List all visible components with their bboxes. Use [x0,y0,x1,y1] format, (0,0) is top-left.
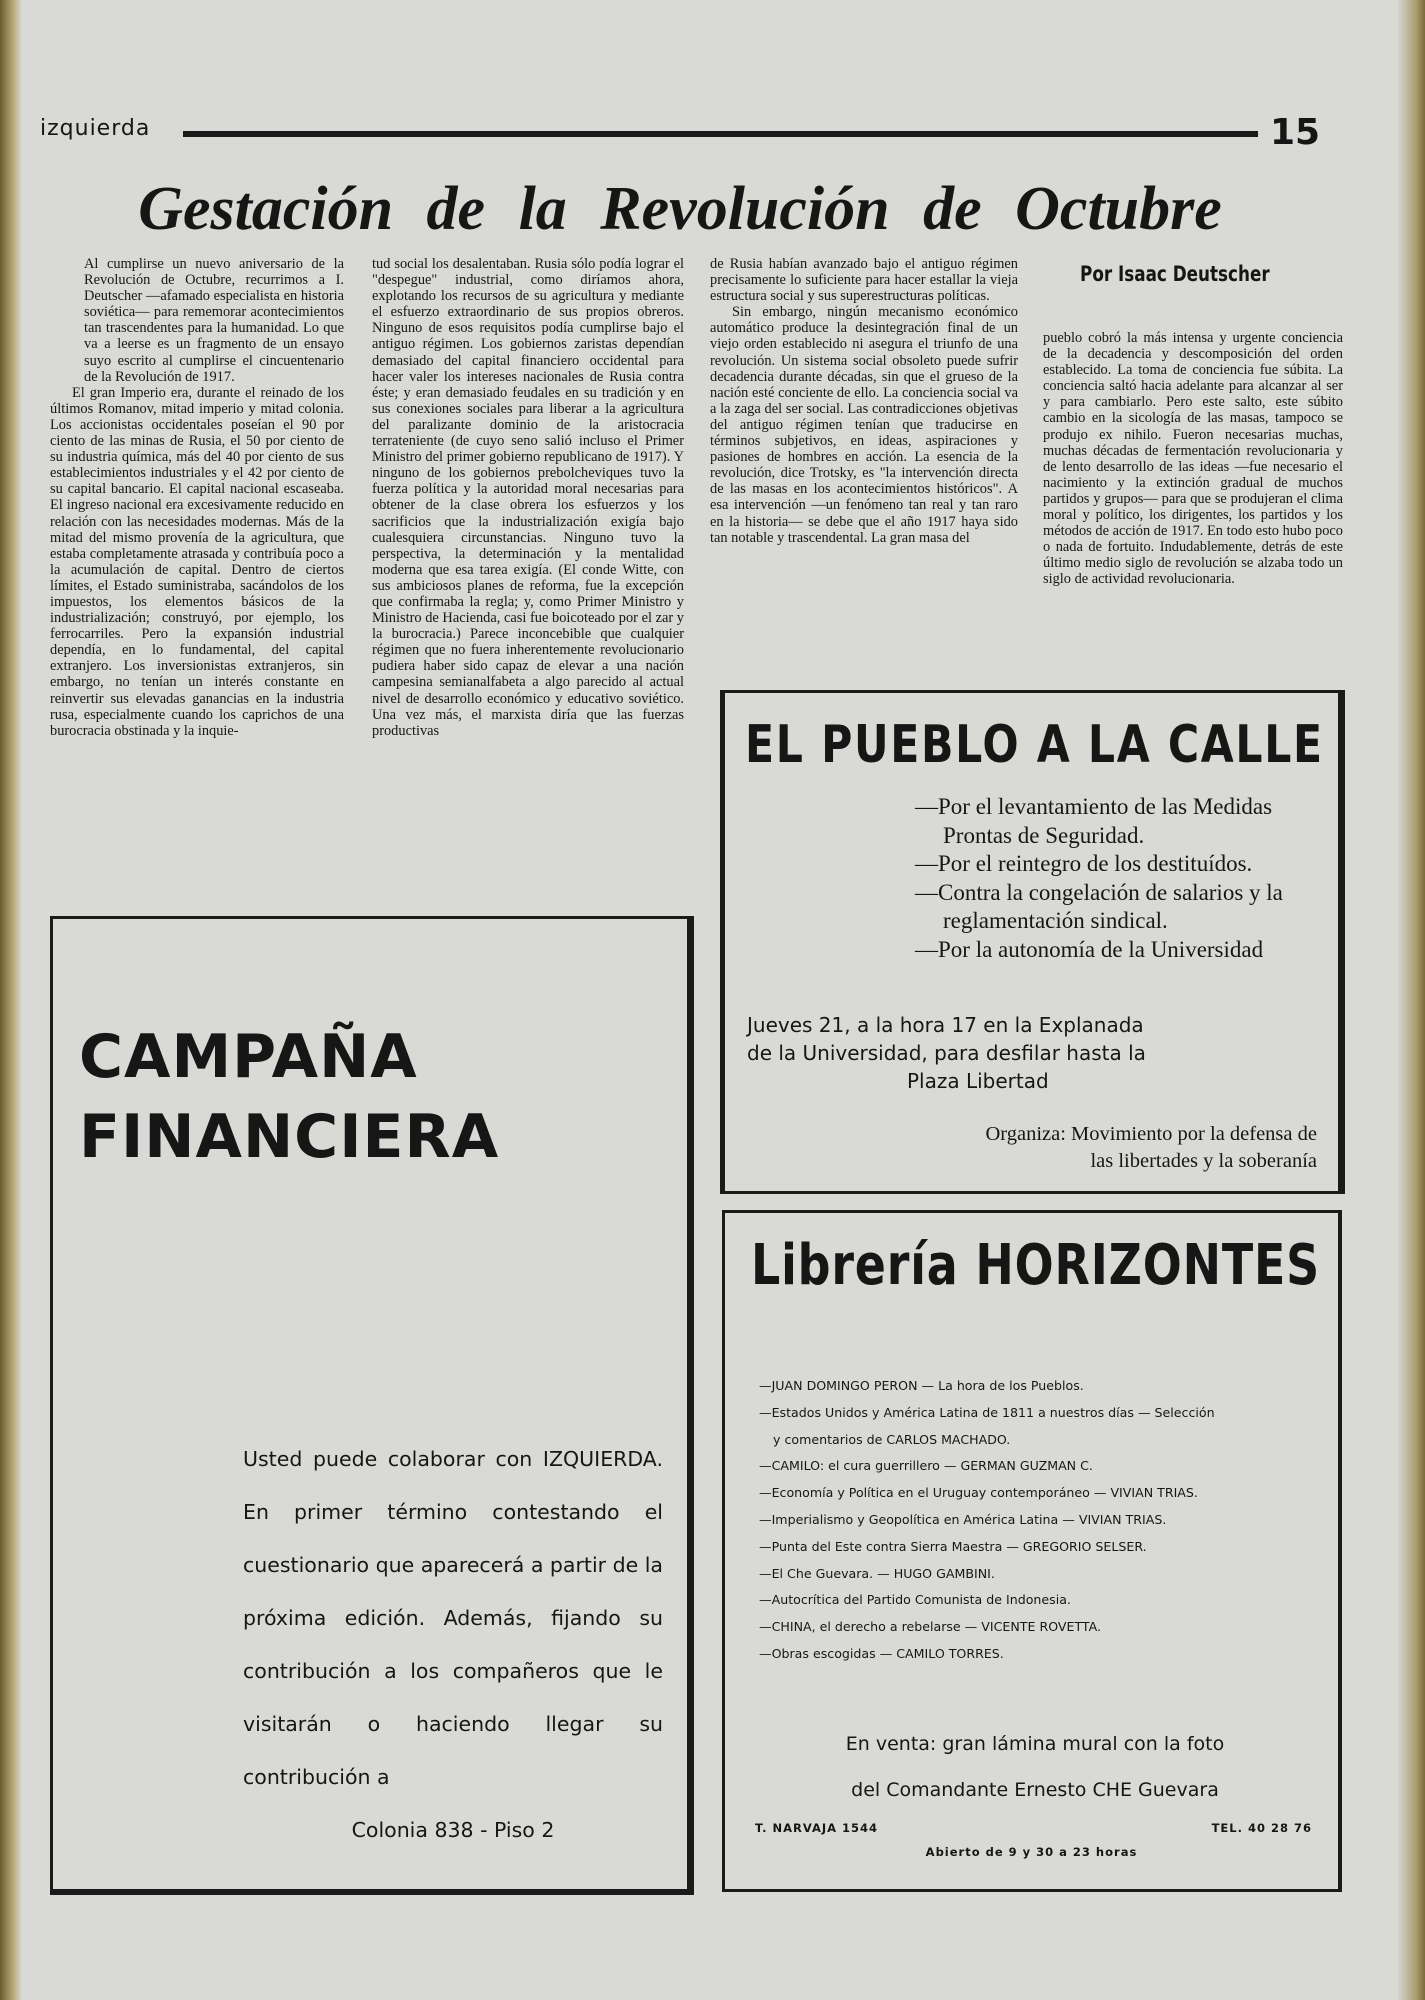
article-byline: Por Isaac Deutscher [1080,262,1270,286]
book-item: —El Che Guevara. — HUGO GAMBINI. [759,1565,995,1581]
book-item: —CHINA, el derecho a rebelarse — VICENTE ROVETTA. [759,1619,1102,1635]
mural-line: del Comandante Ernesto CHE Guevara [851,1779,1219,1801]
rally-when-line: Plaza Libertad [907,1069,1049,1093]
campaign-box [50,916,694,1895]
article-intro: Al cumplirse un nuevo aniversario de la Revolución de Octubre, recurrimos a I. Deutscher —afamado especialista en historia soviética— para rememorar acontecimientos tan trascendentes para la humanidad. Lo que va a leerse es un fragmento de un ensayo suyo escrito al cumplirse el cincuentenario de la Revolución de 1917. [84,256,344,385]
publication-name: izquierda [40,116,151,141]
rally-box [720,690,1345,1194]
bookstore-book-list [759,1373,1329,1668]
book-item: —Punta del Este contra Sierra Maestra — GREGORIO SELSER. [759,1538,1147,1554]
bookstore-mural-offer [785,1721,1285,1813]
rally-when-line: Jueves 21, a la hora 17 en la Explanada [747,1013,1144,1037]
campaign-heading [79,1017,499,1177]
article-paragraph: de Rusia habían avanzado bajo el antiguo régimen precisamente lo suficiente para hacer estallar la vieja estructura social y sus superestructuras políticas. [710,256,1018,305]
rally-organizer [855,1121,1317,1175]
rally-time-place [747,1011,1307,1095]
page-spine-shadow [0,0,22,2000]
book-item: —JUAN DOMINGO PERON — La hora de los Pueblos. [759,1378,1084,1393]
book-item: —Obras escogidas — CAMILO TORRES. [759,1645,1004,1661]
campaign-text: Usted puede colaborar con IZQUIERDA. En primer término contestando el cuestionario que aparecerá a partir de la próxima edición. Además, fijando su contribución a los compañeros que le visitarán o haciendo llegar su contribución a [243,1447,663,1789]
article-title: Gestación de la Revolución de Octubre [138,175,1222,243]
campaign-body [243,1433,663,1857]
article-paragraph: Sin embargo, ningún mecanismo económico automático produce la desintegración final de un viejo orden establecido ni asegura el triunfo de una revolución. Un sistema social obsoleto puede sufrir decadencia durante décadas, sin que el grueso de la nación esté conciente de ello. La conciencia social va a la zaga del ser social. Las contradicciones objetivas del antiguo régimen tenían que traducirse en términos subjetivos, en ideas, aspiraciones y pasiones de hombres en acción. La esencia de la revolución, dice Trotsky, es "la intervención directa de las masas en los acontecimientos históricos". A esa intervención —un fenómeno tan real y tan raro en la historia— se debe que el año 1917 haya sido tan notable y trascendental. La gran masa del [710,304,1018,546]
campaign-heading-line: CAMPAÑA [79,1022,418,1092]
article-column-2 [372,256,684,739]
bookstore-phone: TEL. 40 28 76 [1211,1821,1312,1835]
page-number: 15 [1270,112,1321,153]
book-item: —Estados Unidos y América Latina de 1811 a nuestros días — Selección [759,1404,1215,1420]
article-column-3 [710,256,1018,546]
campaign-address: Colonia 838 - Piso 2 [351,1818,555,1842]
bookstore-heading: Librería HORIZONTES [751,1233,1321,1298]
rally-demand: —Por la autonomía de la Universidad [915,936,1264,962]
rally-when-line: de la Universidad, para desfilar hasta la [747,1041,1146,1065]
article-paragraph: tud social los desalentaban. Rusia sólo podía lograr el "despegue" industrial, como diríamos ahora, explotando los recursos de su agricultura y mediante el esfuerzo extraordinario de sus propios obreros. Ninguno de esos requisitos podía cumplirse bajo el antiguo régimen. Los gobiernos zaristas dependían demasiado del capital financiero occidental para hacer valer los intereses nacionales de Rusia contra éste; y eran demasiado feudales en su tradición y en sus conexiones sociales para liberar a la agricultura del paralizante dominio de la aristocracia terrateniente (de cuyo seno salió incluso el Primer Ministro del primer gobierno republicano de 1917). Y ninguno de los gobiernos prebolcheviques tuvo la fuerza política y la autoridad moral necesarias para obtener de la clase obrera los esfuerzos y los sacrificios que la industrialización exigía bajo cualesquiera circunstancias. Ninguno tuvo la perspectiva, la determinación y la mentalidad moderna que esa tarea exigía. (El conde Witte, con sus ambiciosos planes de reforma, fue la excepción que confirmaba la regla; y, como Primer Ministro y Ministro de Hacienda, casi fue boicoteado por el zar y la burocracia.) Parece inconcebible que cualquier régimen que no fuera inherentemente revolucionario pudiera haber sido capaz de elevar a una nación campesina semianalfabeta a algo parecido al actual nivel de desarrollo económico y educativo soviético. Una vez más, el marxista diría que las fuerzas productivas [372,256,684,739]
rally-organizer-line: Organiza: Movimiento por la defensa de [985,1123,1317,1145]
rally-demand: —Por el reintegro de los destituídos. [915,851,1253,876]
rally-demand: —Contra la congelación de salarios y la reglamentación sindical. [915,879,1283,933]
mural-line: En venta: gran lámina mural con la foto [845,1733,1225,1755]
bookstore-hours: Abierto de 9 y 30 a 23 horas [925,1845,1138,1859]
article-column-4 [1043,330,1343,588]
rally-organizer-line: las libertades y la soberanía [1090,1150,1317,1172]
article-paragraph: El gran Imperio era, durante el reinado de los últimos Romanov, mitad imperio y mitad colonia. Los accionistas occidentales poseían el 90 por ciento de las minas de Rusia, el 50 por ciento de su industria química, más del 40 por ciento de sus establecimientos industriales y el 42 por ciento de su capital bancario. El capital nacional escaseaba. El ingreso nacional era excesivamente reducido en relación con las necesidades modernas. Más de la mitad del mismo provenía de la agricultura, que estaba completamente atrasada y contribuía poco a la acumulación de capital. Dentro de ciertos límites, el Estado suministraba, sacándolos de los impuestos, los elementos básicos de la industrialización; construyó, por ejemplo, los ferrocarriles. Pero la expansión industrial dependía, en lo fundamental, del capital extranjero. Los inversionistas extranjeros, sin embargo, no tenían un interés constante en reinvertir sus elevadas ganancias en la industria rusa, especialmente cuando los caprichos de una burocracia obstinada y la inquie- [50,384,344,739]
article-paragraph: pueblo cobró la más intensa y urgente conciencia de la decadencia y descomposición del orden establecido. La toma de conciencia fue súbita. La conciencia saltó hacia adelante para alcanzar al ser y para cambiarlo. Pero este salto, este súbito cambio en la sicología de las masas, tampoco se produjo ex nihilo. Fueron necesarias muchas, muchas décadas de fermentación revolucionaria y de lento desarrollo de las ideas —fue necesario el nacimiento y la extinción gradual de muchos partidos y grupos— para que se produjeran el clima moral y político, los dirigentes, los partidos y los métodos de acción de 1917. En todo esto hubo poco o nada de fortuito. Indudablemente, detrás de este último medio siglo de revolución se alzaba todo un siglo de actividad revolucionaria. [1043,330,1343,588]
article-column-1 [50,256,344,739]
rally-demands [915,793,1317,964]
book-item: —Imperialismo y Geopolítica en América Latina — VIVIAN TRIAS. [759,1511,1167,1527]
book-item: —CAMILO: el cura guerrillero — GERMAN GUZMAN C. [759,1458,1093,1474]
page-edge-shadow [1397,0,1425,2000]
bookstore-address: T. NARVAJA 1544 [755,1821,879,1835]
bookstore-box [722,1210,1342,1892]
book-item: —Economía y Política en el Uruguay contemporáneo — VIVIAN TRIAS. [759,1485,1198,1501]
book-item: —Autocrítica del Partido Comunista de Indonesia. [759,1592,1071,1608]
campaign-heading-line: FINANCIERA [79,1102,500,1172]
header-rule [183,131,1258,137]
book-item: y comentarios de CARLOS MACHADO. [773,1431,1011,1447]
rally-heading: EL PUEBLO A LA CALLE [745,715,1324,775]
rally-demand: —Por el levantamiento de las Medidas Prontas de Seguridad. [915,794,1273,848]
